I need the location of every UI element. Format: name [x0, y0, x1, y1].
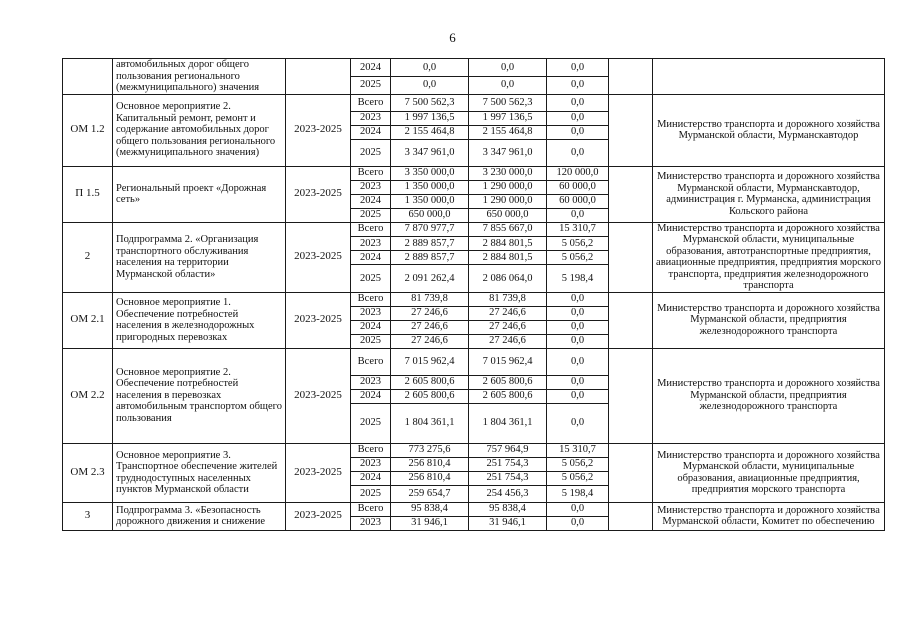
total-cell: 81 739,8 [391, 292, 469, 306]
year-cell: 2024 [351, 320, 391, 334]
other-cell: 60 000,0 [547, 194, 609, 208]
total-cell: 256 810,4 [391, 457, 469, 471]
year-cell: 2024 [351, 125, 391, 139]
year-cell: Всего [351, 94, 391, 111]
year-cell: 2023 [351, 516, 391, 530]
total-cell: 650 000,0 [391, 208, 469, 222]
other-cell: 5 198,4 [547, 265, 609, 292]
other-cell: 5 056,2 [547, 457, 609, 471]
regional-cell: 3 347 961,0 [469, 139, 547, 166]
year-cell: 2024 [351, 471, 391, 485]
other-cell: 0,0 [547, 59, 609, 77]
row-executor: Министерство транспорта и дорожного хозяйства Мурманской области, предприятия железнодорожного транспорта [653, 292, 885, 348]
regional-cell: 31 946,1 [469, 516, 547, 530]
other-cell: 5 198,4 [547, 485, 609, 502]
other-cell: 0,0 [547, 208, 609, 222]
total-cell: 7 870 977,7 [391, 222, 469, 236]
other-cell: 0,0 [547, 403, 609, 443]
regional-cell: 1 804 361,1 [469, 403, 547, 443]
year-cell: 2024 [351, 59, 391, 77]
year-cell: 2025 [351, 76, 391, 94]
blank-cell [609, 443, 653, 502]
blank-cell [609, 222, 653, 292]
row-executor: Министерство транспорта и дорожного хозяйства Мурманской области, муниципальные образования, автотранспортные предприятия, авиационные предприятия, предприятия морского транспорта, предприятия железнодорожного транспорта [653, 222, 885, 292]
other-cell: 0,0 [547, 516, 609, 530]
other-cell: 15 310,7 [547, 443, 609, 457]
total-cell: 7 500 562,3 [391, 94, 469, 111]
other-cell: 0,0 [547, 348, 609, 375]
regional-cell: 27 246,6 [469, 306, 547, 320]
total-cell: 27 246,6 [391, 306, 469, 320]
year-cell: 2023 [351, 375, 391, 389]
year-cell: 2023 [351, 236, 391, 250]
total-cell: 2 889 857,7 [391, 236, 469, 250]
row-code: ОМ 2.2 [63, 348, 113, 443]
other-cell: 0,0 [547, 389, 609, 403]
blank-cell [609, 292, 653, 348]
row-code: П 1.5 [63, 166, 113, 222]
row-period: 2023-2025 [286, 502, 351, 530]
year-cell: 2023 [351, 306, 391, 320]
other-cell: 60 000,0 [547, 180, 609, 194]
regional-cell: 3 230 000,0 [469, 166, 547, 180]
blank-cell [609, 94, 653, 166]
blank-cell [609, 348, 653, 443]
year-cell: 2024 [351, 194, 391, 208]
row-executor: Министерство транспорта и дорожного хозяйства Мурманской области, Мурманскавтодор, администрация г. Мурманска, администрация Кольского района [653, 166, 885, 222]
total-cell: 95 838,4 [391, 502, 469, 516]
total-cell: 2 889 857,7 [391, 250, 469, 264]
regional-cell: 254 456,3 [469, 485, 547, 502]
row-executor [653, 59, 885, 95]
year-cell: 2024 [351, 250, 391, 264]
year-cell: Всего [351, 443, 391, 457]
other-cell: 120 000,0 [547, 166, 609, 180]
regional-cell: 2 605 800,6 [469, 389, 547, 403]
regional-cell: 2 155 464,8 [469, 125, 547, 139]
regional-cell: 27 246,6 [469, 334, 547, 348]
row-name: автомобильных дорог общего пользования регионального (межмуниципального) значения [113, 59, 286, 95]
row-code: ОМ 2.1 [63, 292, 113, 348]
total-cell: 259 654,7 [391, 485, 469, 502]
total-cell: 31 946,1 [391, 516, 469, 530]
regional-cell: 251 754,3 [469, 471, 547, 485]
total-cell: 27 246,6 [391, 334, 469, 348]
row-period: 2023-2025 [286, 348, 351, 443]
row-period: 2023-2025 [286, 222, 351, 292]
blank-cell [609, 59, 653, 95]
total-cell: 0,0 [391, 76, 469, 94]
regional-cell: 1 997 136,5 [469, 111, 547, 125]
row-period: 2023-2025 [286, 94, 351, 166]
total-cell: 1 804 361,1 [391, 403, 469, 443]
year-cell: 2025 [351, 485, 391, 502]
total-cell: 2 605 800,6 [391, 375, 469, 389]
regional-cell: 2 086 064,0 [469, 265, 547, 292]
year-cell: 2025 [351, 139, 391, 166]
year-cell: Всего [351, 222, 391, 236]
year-cell: 2023 [351, 180, 391, 194]
row-name: Основное мероприятие 1. Обеспечение потребностей населения в железнодорожных пригородных перевозках [113, 292, 286, 348]
blank-cell [609, 166, 653, 222]
year-cell: 2025 [351, 403, 391, 443]
regional-cell: 7 500 562,3 [469, 94, 547, 111]
year-cell: Всего [351, 166, 391, 180]
row-name: Подпрограмма 3. «Безопасность дорожного движения и снижение [113, 502, 286, 530]
other-cell: 0,0 [547, 76, 609, 94]
regional-cell: 650 000,0 [469, 208, 547, 222]
regional-cell: 0,0 [469, 59, 547, 77]
row-code: 2 [63, 222, 113, 292]
other-cell: 0,0 [547, 334, 609, 348]
regional-cell: 81 739,8 [469, 292, 547, 306]
other-cell: 0,0 [547, 292, 609, 306]
year-cell: Всего [351, 502, 391, 516]
other-cell: 0,0 [547, 320, 609, 334]
total-cell: 7 015 962,4 [391, 348, 469, 375]
year-cell: 2025 [351, 265, 391, 292]
total-cell: 3 347 961,0 [391, 139, 469, 166]
row-code: 3 [63, 502, 113, 530]
row-code [63, 59, 113, 95]
other-cell: 15 310,7 [547, 222, 609, 236]
total-cell: 2 091 262,4 [391, 265, 469, 292]
year-cell: Всего [351, 348, 391, 375]
row-period: 2023-2025 [286, 292, 351, 348]
total-cell: 1 350 000,0 [391, 180, 469, 194]
other-cell: 0,0 [547, 94, 609, 111]
program-table [62, 58, 885, 531]
total-cell: 2 605 800,6 [391, 389, 469, 403]
row-executor: Министерство транспорта и дорожного хозяйства Мурманской области, Мурманскавтодор [653, 94, 885, 166]
row-period: 2023-2025 [286, 166, 351, 222]
page-number: 6 [449, 30, 456, 45]
year-cell: 2025 [351, 334, 391, 348]
total-cell: 27 246,6 [391, 320, 469, 334]
total-cell: 3 350 000,0 [391, 166, 469, 180]
row-name: Региональный проект «Дорожная сеть» [113, 166, 286, 222]
regional-cell: 95 838,4 [469, 502, 547, 516]
row-name: Основное мероприятие 2. Капитальный ремонт, ремонт и содержание автомобильных дорог общего пользования регионального (межмуниципального значения) [113, 94, 286, 166]
other-cell: 0,0 [547, 111, 609, 125]
total-cell: 256 810,4 [391, 471, 469, 485]
regional-cell: 2 884 801,5 [469, 250, 547, 264]
regional-cell: 7 855 667,0 [469, 222, 547, 236]
other-cell: 0,0 [547, 306, 609, 320]
total-cell: 1 350 000,0 [391, 194, 469, 208]
other-cell: 5 056,2 [547, 250, 609, 264]
regional-cell: 7 015 962,4 [469, 348, 547, 375]
year-cell: 2023 [351, 111, 391, 125]
row-executor: Министерство транспорта и дорожного хозяйства Мурманской области, Комитет по обеспечению [653, 502, 885, 530]
year-cell: 2025 [351, 208, 391, 222]
other-cell: 5 056,2 [547, 236, 609, 250]
row-executor: Министерство транспорта и дорожного хозяйства Мурманской области, предприятия железнодорожного транспорта [653, 348, 885, 443]
total-cell: 1 997 136,5 [391, 111, 469, 125]
regional-cell: 2 884 801,5 [469, 236, 547, 250]
regional-cell: 27 246,6 [469, 320, 547, 334]
row-name: Подпрограмма 2. «Организация транспортного обслуживания населения на территории Мурманской области» [113, 222, 286, 292]
year-cell: 2023 [351, 457, 391, 471]
row-name: Основное мероприятие 3. Транспортное обеспечение жителей труднодоступных населенных пунктов Мурманской области [113, 443, 286, 502]
regional-cell: 1 290 000,0 [469, 194, 547, 208]
row-period: 2023-2025 [286, 443, 351, 502]
other-cell: 5 056,2 [547, 471, 609, 485]
row-executor: Министерство транспорта и дорожного хозяйства Мурманской области, муниципальные образования, авиационные предприятия, предприятия морского транспорта [653, 443, 885, 502]
year-cell: Всего [351, 292, 391, 306]
other-cell: 0,0 [547, 375, 609, 389]
regional-cell: 251 754,3 [469, 457, 547, 471]
regional-cell: 0,0 [469, 76, 547, 94]
other-cell: 0,0 [547, 139, 609, 166]
blank-cell [609, 502, 653, 530]
total-cell: 773 275,6 [391, 443, 469, 457]
year-cell: 2024 [351, 389, 391, 403]
other-cell: 0,0 [547, 125, 609, 139]
row-period [286, 59, 351, 95]
regional-cell: 2 605 800,6 [469, 375, 547, 389]
row-name: Основное мероприятие 2. Обеспечение потребностей населения в перевозках автомобильным транспортом общего пользования [113, 348, 286, 443]
total-cell: 0,0 [391, 59, 469, 77]
regional-cell: 1 290 000,0 [469, 180, 547, 194]
regional-cell: 757 964,9 [469, 443, 547, 457]
row-code: ОМ 1.2 [63, 94, 113, 166]
other-cell: 0,0 [547, 502, 609, 516]
total-cell: 2 155 464,8 [391, 125, 469, 139]
row-code: ОМ 2.3 [63, 443, 113, 502]
